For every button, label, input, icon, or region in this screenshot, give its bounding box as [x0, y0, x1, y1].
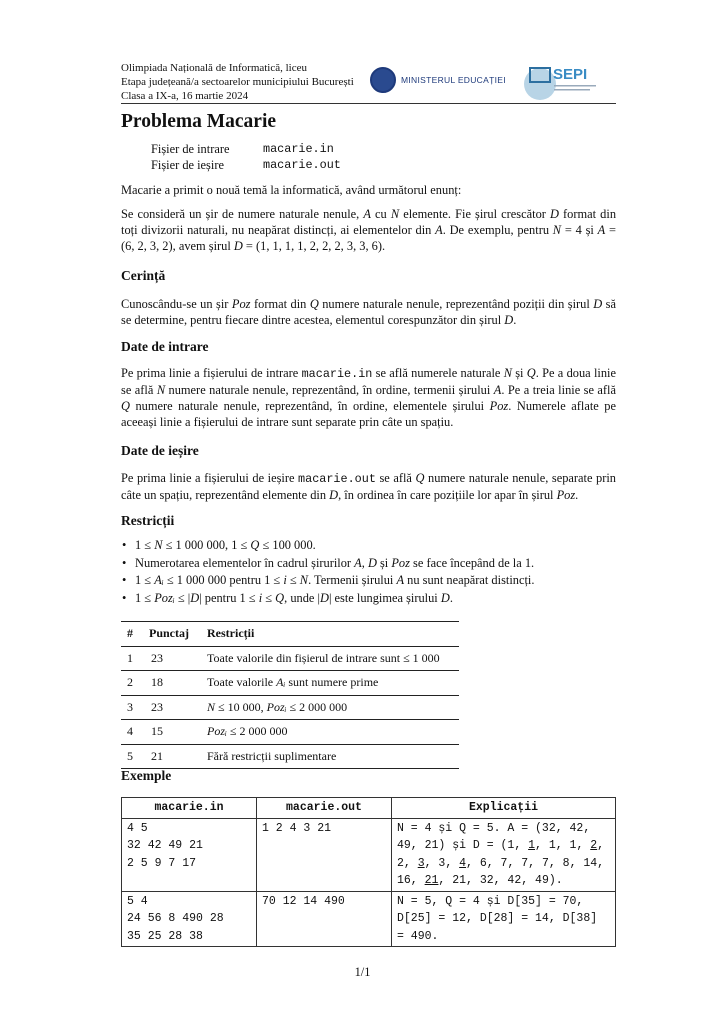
text-run: Toate valorile	[207, 675, 277, 690]
math-term: Pozᵢ	[154, 590, 175, 605]
text-run: .	[575, 488, 579, 502]
underlined-term: 21	[424, 874, 439, 887]
restriction-item	[135, 555, 616, 573]
col-header: Explicații	[392, 798, 616, 819]
math-term: D	[329, 488, 339, 502]
text-run: . Termenii șirului	[308, 573, 397, 587]
text-run: . De exemplu, pentru	[442, 223, 553, 237]
text-run: .	[513, 313, 517, 327]
section-title: Date de intrare	[121, 339, 209, 354]
subtask-points: 21	[143, 744, 201, 769]
example-explanation	[392, 891, 616, 947]
header-line: Olimpiada Națională de Informatică, liceu	[121, 62, 308, 74]
output-file-label: Fișier de ieșire	[151, 158, 224, 172]
subtask-number: 3	[121, 695, 143, 720]
section-title: Restricții	[121, 513, 175, 528]
text-run: format din toți divizorii naturali, nu neapărat distincți, ai elementelor din	[121, 207, 617, 237]
math-term: N	[154, 538, 163, 552]
text-run: se află	[375, 471, 416, 485]
section-cerinta	[121, 268, 616, 328]
text-run: să se determine, pentru fiecare dintre acestea, elementul corespunzător din șirul	[121, 297, 617, 327]
input-line: 2 5 9 7 17	[127, 856, 197, 870]
math-term: N	[299, 573, 309, 587]
section-text	[121, 470, 616, 503]
text-run: , 1, 1,	[535, 839, 591, 852]
math-term: N	[156, 383, 166, 397]
math-term: D	[190, 590, 200, 605]
subtask-number: 4	[121, 720, 143, 745]
text-run: numere naturale nenule, reprezentând, în ordine, elementele șirului	[129, 399, 490, 413]
math-term: D	[440, 590, 450, 605]
text-run: , 6, 7, 7, 7, 8, 14, 16,	[397, 856, 605, 887]
table-row	[121, 695, 459, 720]
math-term: Aᵢ	[276, 675, 286, 690]
text-run: Cunoscându-se un șir	[121, 297, 232, 311]
underlined-term: 2	[590, 839, 598, 852]
text-run: . Pe a treia linie se află	[501, 383, 617, 397]
subtask-number: 1	[121, 646, 143, 671]
math-term: Q	[121, 399, 130, 413]
ministry-seal-icon	[370, 67, 396, 93]
page-number: 1/1	[354, 965, 371, 979]
math-term: D	[550, 207, 559, 221]
text-run: ≤ 2 000 000	[286, 699, 348, 714]
section-title: Date de ieșire	[121, 443, 199, 458]
subtask-points: 18	[143, 671, 201, 696]
math-term: i	[258, 590, 263, 605]
math-term: Q	[309, 297, 319, 311]
subtask-restriction	[201, 646, 459, 671]
text-run: ≤ |	[174, 590, 191, 605]
col-header: #	[121, 622, 143, 647]
math-term: Poz	[556, 488, 576, 502]
text-run: | pentru 1 ≤	[199, 590, 259, 605]
intro	[121, 182, 616, 254]
text-run: cu	[370, 207, 391, 221]
math-term: D	[367, 555, 377, 570]
text-run: Se consideră un șir de numere naturale nenule,	[121, 207, 364, 221]
table-row	[121, 744, 459, 769]
section-output	[121, 443, 616, 503]
underlined-term: 4	[459, 856, 467, 870]
text-run: , 3,	[424, 856, 460, 870]
text-run: Numerotarea elementelor în cadrul șirurilor	[135, 555, 355, 570]
example-input	[122, 891, 257, 947]
example-output: 70 12 14 490	[257, 891, 392, 947]
text-run: Fără restricții suplimentare	[207, 748, 337, 763]
text-run: Macarie a primit o nouă temă la informatică, având următorul enunț:	[121, 183, 462, 197]
math-term: N	[503, 366, 512, 380]
subtask-number: 5	[121, 744, 143, 769]
text-run: ≤	[286, 573, 300, 587]
header-text	[121, 61, 354, 103]
math-term: Poz	[231, 297, 251, 311]
svg-text:SEPI: SEPI	[553, 66, 588, 83]
text-run: Toate valorile din fișierul de intrare sunt ≤ 1 000	[207, 650, 440, 665]
section-input	[121, 339, 616, 430]
code-term: macarie.in	[301, 367, 373, 381]
math-term: Q	[526, 366, 536, 380]
text-run: numere naturale nenule, reprezentând poziții din șirul	[318, 297, 594, 311]
header-line: Clasa a IX-a, 16 martie 2024	[121, 90, 249, 102]
input-line: 32 42 49 21	[127, 839, 203, 852]
example-input	[122, 818, 257, 891]
text-run: ≤ 10 000,	[215, 699, 267, 714]
text-run: Pe prima linie a fișierului de ieșire	[121, 471, 299, 485]
input-file-label: Fișier de intrare	[151, 142, 230, 156]
section-restrictions	[121, 513, 616, 607]
section-text	[121, 365, 616, 430]
section-title: Cerință	[121, 268, 166, 283]
math-term: A	[396, 573, 405, 587]
math-term: D	[593, 297, 603, 311]
text-run: , unde |	[284, 590, 320, 605]
underlined-term: 3	[417, 856, 425, 870]
text-run: . Pe a doua linie se află	[121, 366, 616, 397]
text-run: se face începând de la 1.	[409, 555, 535, 570]
text-run: , în ordinea în care pozițiile lor apar în șirul	[338, 488, 557, 502]
math-term: Q	[415, 471, 425, 485]
underlined-term: 1	[528, 839, 536, 852]
section-text	[121, 296, 616, 328]
text-run: ,	[361, 555, 368, 570]
header-line: Etapa județeană/a sectoarelor municipiului București	[121, 76, 354, 88]
math-term: D	[233, 239, 243, 253]
restriction-item	[135, 537, 616, 555]
text-run: | este lungimea șirului	[328, 590, 441, 605]
file-info	[151, 141, 341, 173]
math-term: N	[207, 699, 216, 714]
text-run: 1 ≤	[135, 573, 155, 587]
restriction-item	[135, 572, 616, 590]
text-run: și	[376, 555, 392, 570]
text-run: 1 ≤	[135, 590, 155, 605]
text-run: ≤ 2 000 000	[226, 724, 288, 739]
text-run: ≤ 100 000.	[259, 538, 316, 552]
col-header: macarie.in	[122, 798, 257, 819]
text-run: se află numerele naturale	[372, 366, 504, 380]
text-run: , 21, 32, 42, 49).	[438, 874, 563, 887]
math-term: A	[363, 207, 371, 221]
text-run: format din	[250, 297, 310, 311]
subtask-restriction	[201, 671, 459, 696]
text-run: nu sunt neapărat distincți.	[404, 573, 535, 587]
example-row	[122, 818, 616, 891]
text-run: , 2,	[397, 839, 605, 870]
text-run: ≤ 1 000 000, 1 ≤	[162, 538, 251, 552]
text-run: .	[449, 590, 453, 605]
math-term: Pozᵢ	[266, 699, 287, 714]
col-header: Punctaj	[143, 622, 201, 647]
math-term: Poz	[489, 399, 509, 413]
examples-section	[121, 768, 616, 784]
math-term: A	[354, 555, 362, 570]
subtask-points: 15	[143, 720, 201, 745]
math-term: A	[493, 383, 502, 397]
code-term: macarie.out	[298, 472, 376, 486]
scoring-table	[121, 621, 459, 769]
text-run: numere naturale nenule, separate prin câte un spațiu, reprezentând elemente din	[121, 471, 616, 502]
col-header: Restricții	[201, 622, 459, 647]
input-line: 24 56 8 490 28	[127, 912, 224, 925]
math-term: Q	[250, 538, 260, 552]
text-run: Pe prima linie a fișierului de intrare	[121, 366, 302, 380]
text-run: elemente. Fie șirul crescător	[399, 207, 550, 221]
subtask-points: 23	[143, 695, 201, 720]
text-run: 1 ≤	[135, 538, 155, 552]
math-term: D	[504, 313, 514, 327]
ministry-name: MINISTERUL EDUCAȚIEI	[401, 75, 506, 85]
text-run: = (6, 2, 3, 2), avem șirul	[121, 223, 616, 253]
subtask-restriction	[201, 720, 459, 745]
input-line: 5 4	[127, 894, 148, 908]
sepi-logo-icon	[520, 62, 600, 100]
text-run: N = 4 și Q = 5. A = (32, 42, 49, 21) și D = (1,	[397, 821, 591, 852]
math-term: A	[435, 223, 443, 237]
example-output: 1 2 4 3 21	[257, 818, 392, 891]
table-row	[121, 671, 459, 696]
subtask-restriction	[201, 744, 459, 769]
math-term: i	[283, 573, 287, 587]
math-term: D	[319, 590, 329, 605]
text-run: = (1, 1, 1, 1, 2, 2, 2, 3, 3, 6).	[242, 239, 386, 253]
math-term: Poz	[391, 555, 410, 570]
text-run: . Numerele aflate pe aceeași linie a fișierului de intrare sunt separate prin câte un spațiu.	[121, 399, 616, 429]
output-file-name: macarie.out	[263, 158, 341, 172]
examples-table	[121, 797, 616, 947]
table-row	[121, 646, 459, 671]
math-term: N	[390, 207, 400, 221]
text-run: și	[511, 366, 527, 380]
input-line: 4 5	[127, 821, 148, 835]
math-term: N	[552, 223, 562, 237]
table-row	[121, 720, 459, 745]
subtask-points: 23	[143, 646, 201, 671]
intro-paragraph	[121, 182, 616, 198]
example-row	[122, 891, 616, 947]
col-header: macarie.out	[257, 798, 392, 819]
text-run: sunt numere prime	[285, 675, 379, 690]
restriction-item	[135, 590, 616, 608]
intro-paragraph	[121, 206, 616, 254]
section-title: Exemple	[121, 768, 172, 783]
ministry-logo	[370, 67, 506, 93]
math-term: A	[597, 223, 606, 237]
math-term: Aᵢ	[154, 573, 164, 587]
page-title: Problema Macarie	[121, 111, 277, 132]
text-run: = 4 și	[561, 223, 598, 237]
subtask-restriction	[201, 695, 459, 720]
math-term: Q	[275, 590, 285, 605]
header-divider	[121, 103, 616, 104]
restriction-list	[121, 537, 616, 607]
input-file-name: macarie.in	[263, 142, 334, 156]
example-explanation	[392, 818, 616, 891]
text-run: numere naturale nenule, reprezentând, în ordine, termenii șirului	[165, 383, 494, 397]
subtask-number: 2	[121, 671, 143, 696]
math-term: Pozᵢ	[207, 724, 227, 739]
text-run: N = 5, Q = 4 și D[35] = 70, D[25] = 12, D[28] = 14, D[38] = 490.	[397, 894, 598, 943]
input-line: 35 25 28 38	[127, 929, 203, 943]
text-run: ≤ 1 000 000 pentru 1 ≤	[163, 573, 284, 587]
text-run: ≤	[262, 590, 276, 605]
